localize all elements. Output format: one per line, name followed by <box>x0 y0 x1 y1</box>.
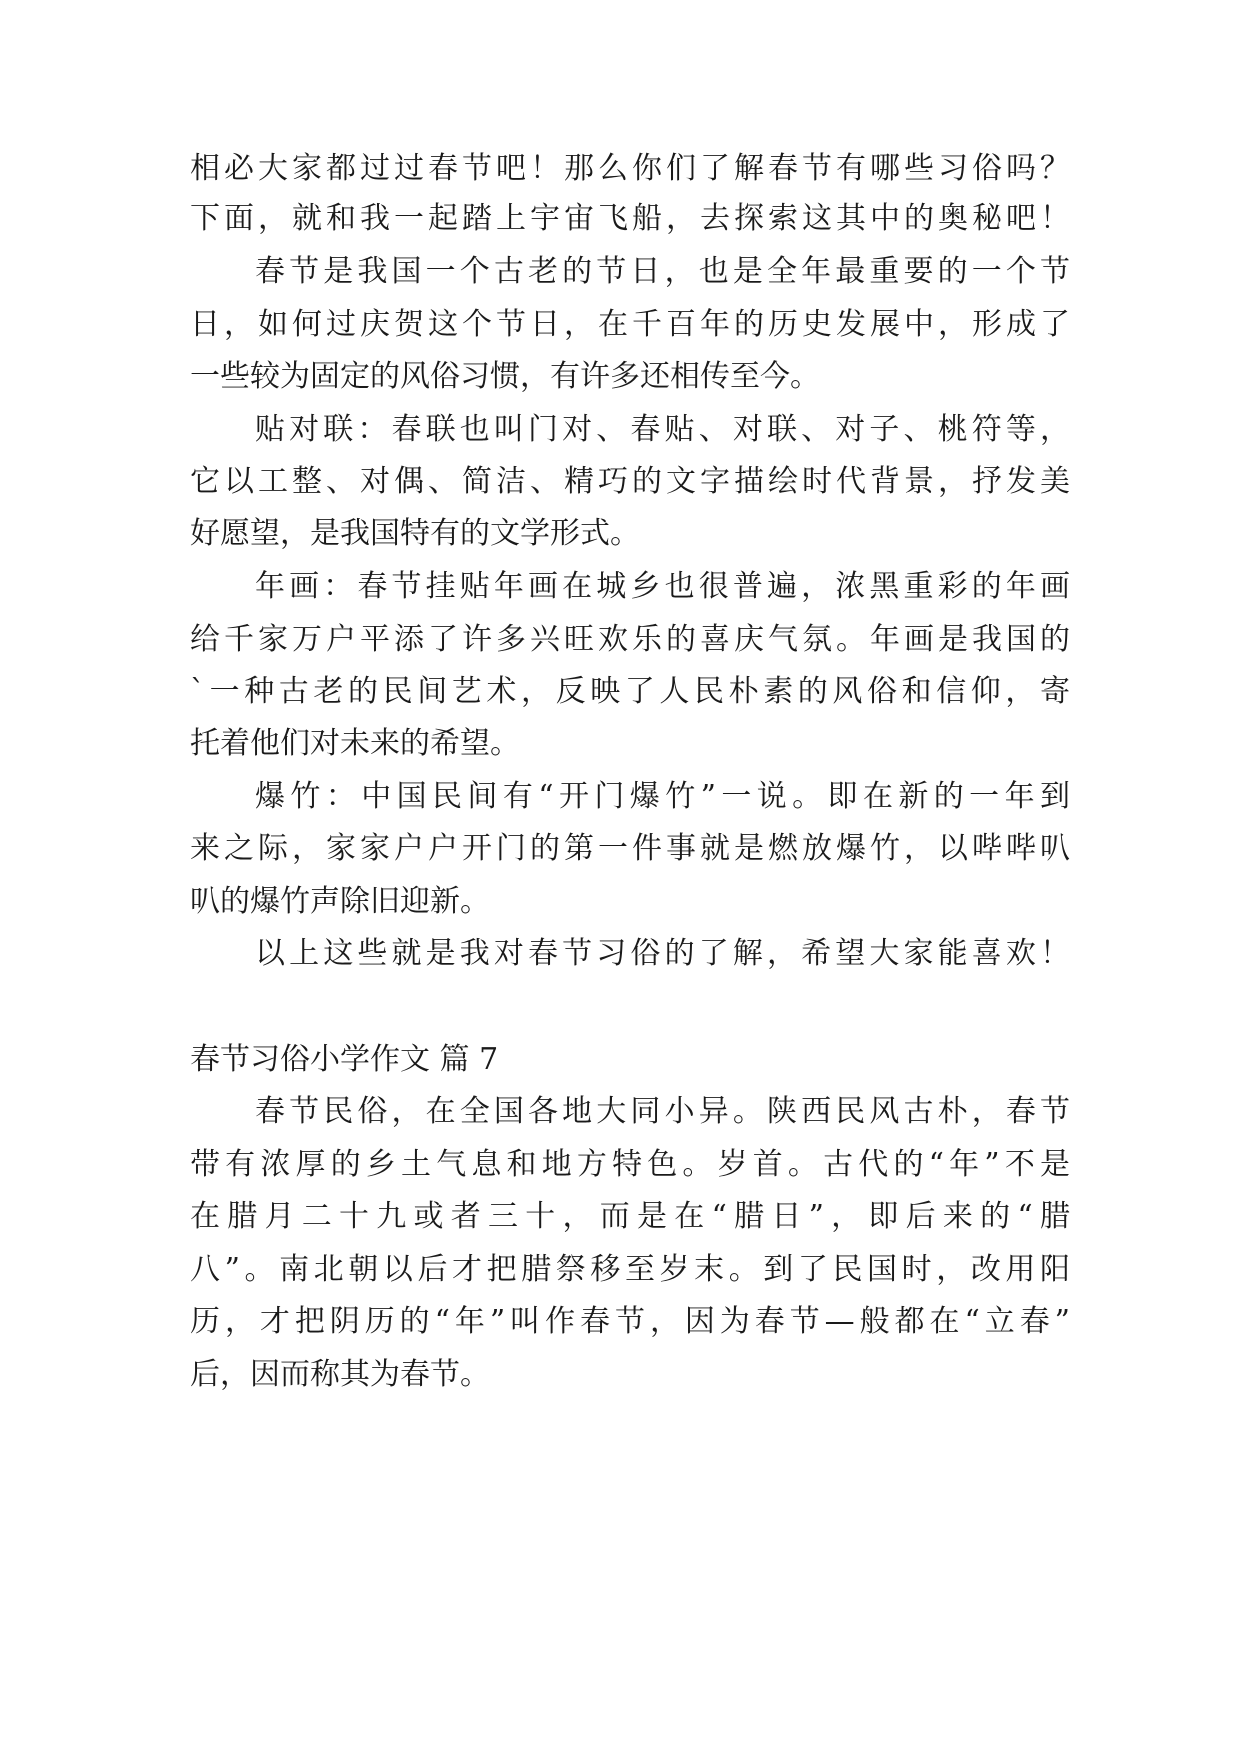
para1-line-2: 日，如何过庆贺这个节日，在千百年的历史发展中，形成了 <box>190 307 1070 342</box>
intro-line-1: 相必大家都过过春节吧！那么你们了解春节有哪些习俗吗？ <box>190 151 1070 186</box>
para1-line-3: 一些较为固定的风俗习惯，有许多还相传至今。 <box>190 359 820 394</box>
para3-line-2: 给千家万户平添了许多兴旺欢乐的喜庆气氛。年画是我国的 <box>190 622 1070 657</box>
intro-line-2: 下面，就和我一起踏上宇宙飞船，去探索这其中的奥秘吧！ <box>190 201 1070 236</box>
para2-line-2: 它以工整、对偶、简洁、精巧的文字描绘时代背景，抒发美 <box>190 464 1070 499</box>
para3-line-1: 年画：春节挂贴年画在城乡也很普遍，浓黑重彩的年画 <box>255 569 1070 604</box>
para2-line-3: 好愿望，是我国特有的文学形式。 <box>190 516 640 551</box>
para5-line-1: 以上这些就是我对春节习俗的了解，希望大家能喜欢！ <box>255 936 1070 971</box>
para6-line-1: 春节民俗，在全国各地大同小异。陕西民风古朴，春节 <box>255 1094 1070 1129</box>
para6-line-4: 八”。南北朝以后才把腊祭移至岁末。到了民国时，改用阳 <box>190 1252 1070 1287</box>
para6-line-2: 带有浓厚的乡土气息和地方特色。岁首。古代的“年”不是 <box>190 1147 1070 1182</box>
para4-line-1: 爆竹：中国民间有“开门爆竹”一说。即在新的一年到 <box>255 779 1070 814</box>
para3-line-3: `一种古老的民间艺术，反映了人民朴素的风俗和信仰，寄 <box>190 674 1070 709</box>
para4-line-2: 来之际，家家户户开门的第一件事就是燃放爆竹，以哔哔叭 <box>190 831 1070 866</box>
para2-line-1: 贴对联：春联也叫门对、春贴、对联、对子、桃符等， <box>255 412 1070 447</box>
section-heading: 春节习俗小学作文 篇 7 <box>190 1042 499 1077</box>
para6-line-6: 后，因而称其为春节。 <box>190 1357 490 1392</box>
para1-line-1: 春节是我国一个古老的节日，也是全年最重要的一个节 <box>255 254 1070 289</box>
para6-line-3: 在腊月二十九或者三十，而是在“腊日”，即后来的“腊 <box>190 1199 1070 1234</box>
para4-line-3: 叭的爆竹声除旧迎新。 <box>190 884 490 919</box>
para3-line-4: 托着他们对未来的希望。 <box>190 726 520 761</box>
para6-line-5: 历，才把阴历的“年”叫作春节，因为春节—般都在“立春” <box>190 1304 1070 1339</box>
